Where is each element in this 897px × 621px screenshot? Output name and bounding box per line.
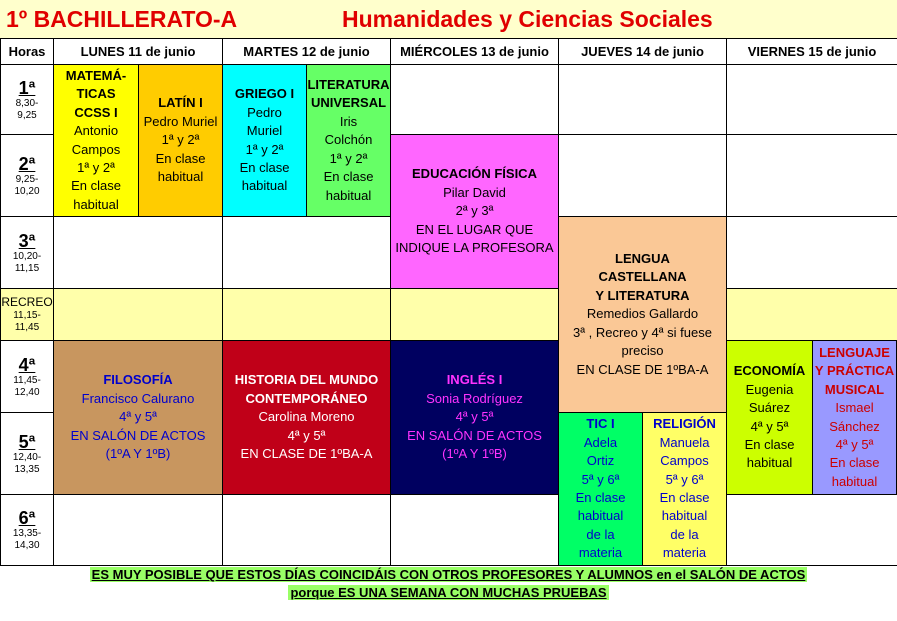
class-line: ECONOMÍA [733, 363, 806, 379]
class-line: CCSS I [74, 104, 118, 120]
class-line: RELIGIÓN [653, 416, 716, 432]
class-line: En clase [323, 169, 374, 185]
hour-time-start: 11,15- [13, 310, 41, 321]
class-line: (1ºA Y 1ºB) [442, 446, 507, 462]
class-line: Colchón [324, 132, 373, 148]
hour-cell [0, 288, 54, 341]
day-label: JUEVES 14 de junio [581, 44, 704, 59]
hour-time-end: 14,30 [14, 540, 40, 551]
hour-cell [0, 412, 54, 495]
class-line: 2ª y 3ª [455, 203, 494, 219]
class-line: Y PRÁCTICA [814, 363, 895, 379]
class-line: Pilar David [443, 184, 506, 200]
class-line: preciso [621, 343, 664, 359]
header-horas [0, 38, 54, 65]
hour-cell [0, 494, 54, 566]
course-subtitle: Humanidades y Ciencias Sociales [342, 6, 713, 32]
class-line: habitual [325, 187, 372, 203]
class-line: Antonio [73, 123, 119, 139]
class-line: habitual [746, 455, 793, 471]
hour-label: 5ª [18, 431, 36, 452]
class-line: En clase [575, 490, 626, 505]
day-label: LUNES 11 de junio [80, 44, 196, 59]
empty-slot [726, 494, 897, 566]
empty-slot [222, 288, 391, 341]
empty-slot [390, 494, 559, 566]
class-line: INDIQUE LA PROFESORA [395, 240, 554, 256]
horas-label: Horas [8, 44, 46, 59]
day-label: VIERNES 15 de junio [747, 44, 877, 59]
class-line: habitual [73, 196, 119, 212]
class-line: materia [578, 545, 623, 561]
class-line: Sonia Rodríguez [426, 390, 523, 406]
class-line: TICAS [76, 86, 116, 102]
class-educacion-fisica [390, 134, 559, 289]
class-line: LITERATURA [307, 77, 390, 93]
class-line: LENGUA [615, 251, 670, 267]
empty-slot [53, 288, 223, 341]
header-day [53, 38, 223, 65]
empty-slot [53, 494, 223, 566]
class-line: EN EL LUGAR QUE [415, 221, 534, 237]
class-line: habitual [157, 169, 204, 185]
class-line: EN SALÓN DE ACTOS [70, 427, 206, 443]
class-line: FILOSOFÍA [103, 372, 173, 388]
class-line: habitual [831, 473, 878, 489]
class-line: En clase [744, 436, 795, 452]
header-day [558, 38, 727, 65]
hour-time-start: 12,40- [12, 451, 42, 463]
class-line: materia [662, 545, 707, 561]
hour-time-start: 10,20- [12, 250, 42, 262]
class-line: Carolina Moreno [258, 409, 355, 425]
hour-time-start: 9,25- [15, 173, 39, 185]
class-line: Ismael [835, 400, 874, 416]
class-line: Iris [339, 113, 358, 129]
class-literatura-universal [306, 64, 391, 217]
class-line: Pedro Muriel [143, 113, 218, 129]
title-bar [0, 0, 897, 38]
class-historia [222, 340, 391, 495]
class-lenguaje-musical [812, 340, 897, 495]
class-line: Suárez [748, 400, 791, 416]
class-line: MATEMÁ- [65, 67, 127, 83]
class-line: CONTEMPORÁNEO [245, 390, 368, 406]
empty-slot [53, 216, 223, 289]
class-line: Muriel [246, 123, 283, 139]
class-line: 4ª y 5ª [835, 436, 874, 452]
empty-slot [726, 64, 897, 135]
class-line: En clase [155, 150, 206, 166]
empty-slot [390, 288, 559, 341]
day-label: MIÉRCOLES 13 de junio [400, 44, 549, 59]
class-line: 4ª y 5ª [750, 418, 789, 434]
hour-label: RECREO [1, 295, 53, 309]
class-line: Ortiz [586, 453, 615, 469]
hour-label: 2ª [18, 153, 36, 174]
class-line: En clase [659, 490, 710, 505]
class-line: 1ª y 2ª [329, 150, 368, 166]
hour-label: 1ª [18, 77, 36, 98]
class-line: habitual [661, 508, 708, 524]
class-line: En clase [239, 159, 290, 175]
class-line: de la [586, 526, 615, 542]
class-filosofia [53, 340, 223, 495]
class-economia [726, 340, 813, 495]
class-line: Manuela [659, 434, 710, 450]
empty-slot [222, 216, 391, 289]
class-line: HISTORIA DEL MUNDO [234, 372, 379, 388]
class-line: En clase [829, 455, 880, 471]
hour-label: 3ª [18, 230, 36, 251]
hour-time-end: 11,45 [14, 322, 40, 333]
empty-slot [726, 134, 897, 217]
class-line: GRIEGO I [234, 86, 295, 102]
class-line: CASTELLANA [598, 269, 687, 285]
class-line: Adela [583, 434, 618, 450]
class-line: habitual [577, 508, 624, 524]
class-line: EN CLASE DE 1ºBA-A [240, 446, 373, 462]
class-lengua [558, 216, 727, 413]
hour-time-end: 12,40 [14, 386, 40, 398]
class-line: Campos [660, 453, 709, 469]
class-line: TIC I [586, 416, 615, 432]
class-line: 4ª y 5ª [119, 409, 157, 425]
empty-slot [726, 288, 897, 341]
class-ingles [390, 340, 559, 495]
class-matematicas [53, 64, 139, 217]
hour-time-start: 13,35- [12, 528, 42, 539]
class-line: LATÍN I [158, 95, 203, 111]
class-line: 1ª y 2ª [245, 141, 284, 157]
class-line: Sánchez [829, 418, 880, 434]
empty-slot [222, 494, 391, 566]
class-line: UNIVERSAL [310, 95, 387, 111]
class-griego [222, 64, 307, 217]
header-day [222, 38, 391, 65]
class-line: habitual [241, 178, 288, 194]
class-line: Francisco Calurano [81, 390, 195, 406]
hour-time-end: 11,15 [14, 262, 40, 274]
header-day [390, 38, 559, 65]
class-latin [138, 64, 223, 217]
class-line: 1ª y 2ª [161, 132, 200, 148]
empty-slot [558, 134, 727, 217]
empty-slot [390, 64, 559, 135]
class-tic [558, 412, 643, 566]
class-line: (1ºA Y 1ºB) [105, 446, 171, 462]
class-line: Eugenia [745, 381, 794, 397]
empty-slot [726, 216, 897, 289]
class-line: En clase [71, 178, 121, 194]
class-line: LENGUAJE [819, 344, 890, 360]
day-label: MARTES 12 de junio [243, 44, 370, 59]
hour-cell [0, 340, 54, 413]
hour-label: 4ª [18, 354, 36, 375]
class-line: INGLÉS I [446, 372, 503, 388]
class-line: 1ª y 2ª [77, 159, 115, 175]
hour-cell [0, 216, 54, 289]
hour-cell [0, 134, 54, 217]
header-day [726, 38, 897, 65]
class-line: MUSICAL [824, 381, 885, 397]
class-line: 5ª y 6ª [665, 471, 704, 487]
class-religion [642, 412, 727, 566]
course-title: 1º BACHILLERATO-A [6, 6, 238, 32]
class-line: EN CLASE DE 1ºBA-A [576, 361, 709, 377]
class-line: 4ª y 5ª [287, 427, 326, 443]
hour-cell [0, 64, 54, 135]
class-line: 4ª y 5ª [455, 409, 494, 425]
class-line: 3ª , Recreo y 4ª si fuese [573, 324, 712, 340]
hour-time-start: 8,30- [15, 97, 39, 109]
class-line: Campos [71, 141, 121, 157]
class-line: Pedro [247, 104, 282, 120]
class-line: EDUCACIÓN FÍSICA [412, 166, 537, 182]
footer-note-1: ES MUY POSIBLE QUE ESTOS DÍAS COINCIDÁIS CON OTROS PROFESORES Y ALUMNOS en el SALÓN DE ACTOS [91, 567, 806, 582]
footer-note-2: porque ES UNA SEMANA CON MUCHAS PRUEBAS [290, 585, 607, 600]
empty-slot [558, 64, 727, 135]
class-line: 5ª y 6ª [581, 471, 620, 487]
hour-time-start: 11,45- [13, 374, 41, 386]
class-line: de la [670, 526, 699, 542]
class-line: Remedios Gallardo [586, 306, 699, 322]
class-line: Y LITERATURA [595, 287, 690, 303]
class-line: EN SALÓN DE ACTOS [407, 427, 542, 443]
hour-label: 6ª [18, 508, 36, 528]
hour-time-end: 13,35 [14, 463, 40, 475]
hour-time-end: 9,25 [17, 109, 37, 121]
hour-time-end: 10,20 [14, 185, 40, 197]
